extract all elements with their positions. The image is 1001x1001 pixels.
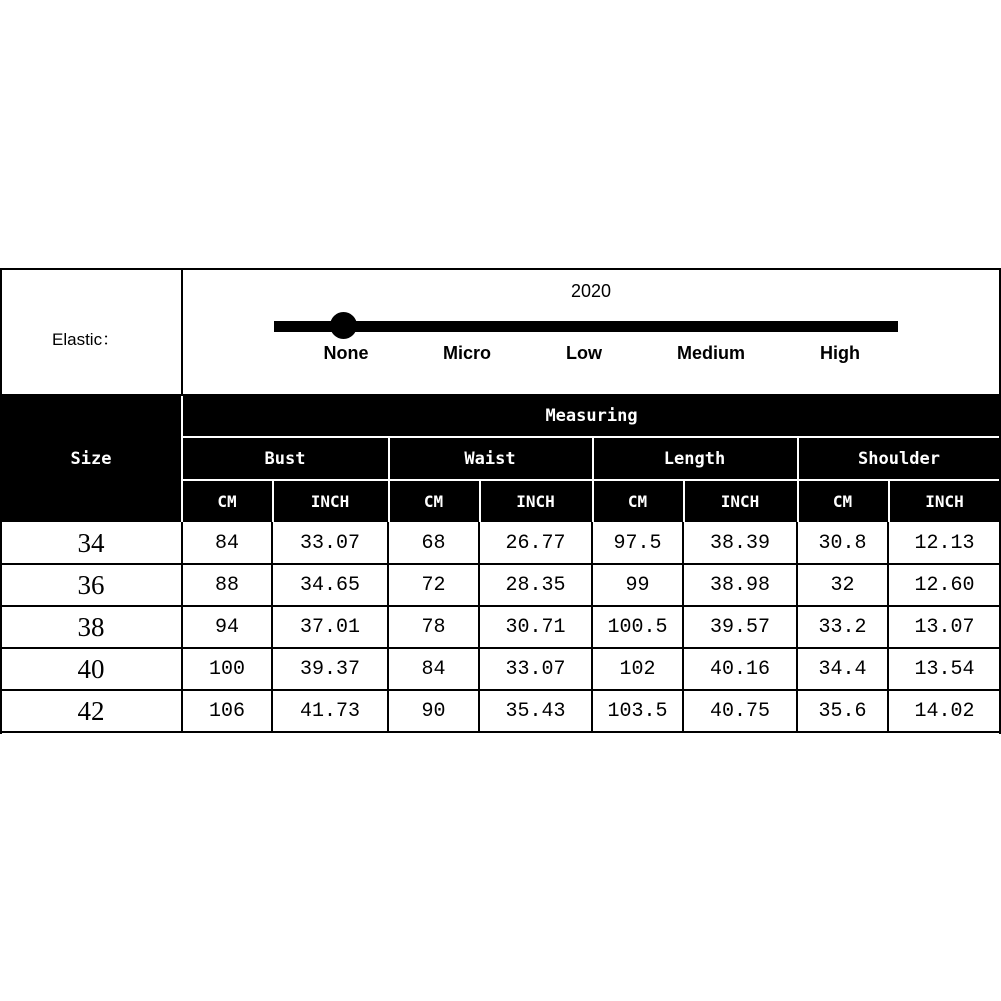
measurement-cell: 100.5 — [607, 615, 668, 639]
elastic-scale-track — [274, 321, 898, 332]
measuring-header: Measuring — [545, 406, 638, 426]
measurement-cell: 72 — [421, 573, 446, 597]
unit-header-inch: INCH — [310, 492, 350, 511]
measurement-cell: 35.43 — [505, 699, 566, 723]
table-border — [0, 268, 1001, 270]
unit-header-inch: INCH — [516, 492, 555, 511]
size-chart — [0, 268, 1001, 734]
measurement-cell: 94 — [214, 615, 239, 639]
unit-header-cm: CM — [832, 492, 853, 511]
elastic-scale-indicator — [330, 312, 357, 339]
measurement-cell: 28.35 — [505, 573, 566, 597]
measurement-cell: 38.98 — [709, 573, 770, 597]
measurement-cell: 30.71 — [505, 615, 566, 639]
group-header-shoulder: Shoulder — [858, 448, 940, 469]
measurement-cell: 14.02 — [914, 699, 975, 723]
measurement-cell: 100 — [208, 657, 245, 681]
unit-header-inch: INCH — [925, 492, 964, 511]
measurement-cell: 68 — [421, 531, 446, 555]
measurement-cell: 97.5 — [613, 531, 662, 555]
unit-header-cm: CM — [217, 492, 237, 511]
size-value: 42 — [77, 695, 105, 726]
elastic-year: 2020 — [570, 281, 612, 301]
table-border — [181, 268, 183, 396]
unit-header-inch: INCH — [720, 492, 760, 511]
group-header-length: Length — [663, 448, 726, 469]
measurement-cell: 26.77 — [505, 531, 566, 555]
measurement-cell: 13.07 — [914, 615, 975, 639]
measurement-cell: 84 — [421, 657, 446, 681]
measurement-cell: 34.4 — [818, 657, 867, 681]
measurement-cell: 40.16 — [709, 657, 770, 681]
measurement-cell: 37.01 — [299, 615, 360, 639]
measurement-cell: 103.5 — [607, 699, 668, 723]
measurement-cell: 12.13 — [914, 531, 975, 555]
unit-header-cm: CM — [423, 492, 444, 511]
measurement-cell: 32 — [830, 573, 855, 597]
measurement-cell: 102 — [619, 657, 656, 681]
elastic-level-high: High — [820, 343, 860, 363]
elastic-label: Elastic： — [52, 330, 120, 349]
measurement-cell: 33.07 — [505, 657, 566, 681]
group-header-bust: Bust — [264, 448, 306, 469]
size-header: Size — [70, 449, 112, 469]
size-value: 38 — [77, 611, 105, 642]
measurement-cell: 13.54 — [914, 657, 975, 681]
measurement-cell: 30.8 — [818, 531, 867, 555]
measurement-cell: 38.39 — [709, 531, 770, 555]
measurement-cell: 35.6 — [818, 699, 867, 723]
group-header-waist: Waist — [464, 448, 516, 469]
measurement-cell: 33.07 — [299, 531, 360, 555]
measurement-cell: 33.2 — [818, 615, 867, 639]
measurement-cell: 84 — [214, 531, 239, 555]
elastic-level-medium: Medium — [676, 343, 745, 363]
measurement-cell: 12.60 — [914, 573, 975, 597]
measurement-cell: 99 — [625, 573, 650, 597]
measurement-cell: 34.65 — [299, 573, 360, 597]
measurement-cell: 39.57 — [709, 615, 770, 639]
size-value: 36 — [77, 569, 105, 600]
unit-header-cm: CM — [627, 492, 648, 511]
measurement-cell: 106 — [208, 699, 245, 723]
measurement-cell: 39.37 — [299, 657, 360, 681]
measurement-cell: 88 — [214, 573, 239, 597]
measurement-cell: 78 — [421, 615, 446, 639]
measurement-cell: 40.75 — [709, 699, 770, 723]
size-value: 40 — [77, 653, 105, 684]
measurement-cell: 41.73 — [299, 699, 360, 723]
measurement-cell: 90 — [421, 699, 446, 723]
elastic-level-low: Low — [566, 343, 602, 363]
elastic-level-none: None — [323, 343, 369, 363]
size-value: 34 — [77, 527, 105, 558]
elastic-level-micro: Micro — [442, 343, 491, 363]
